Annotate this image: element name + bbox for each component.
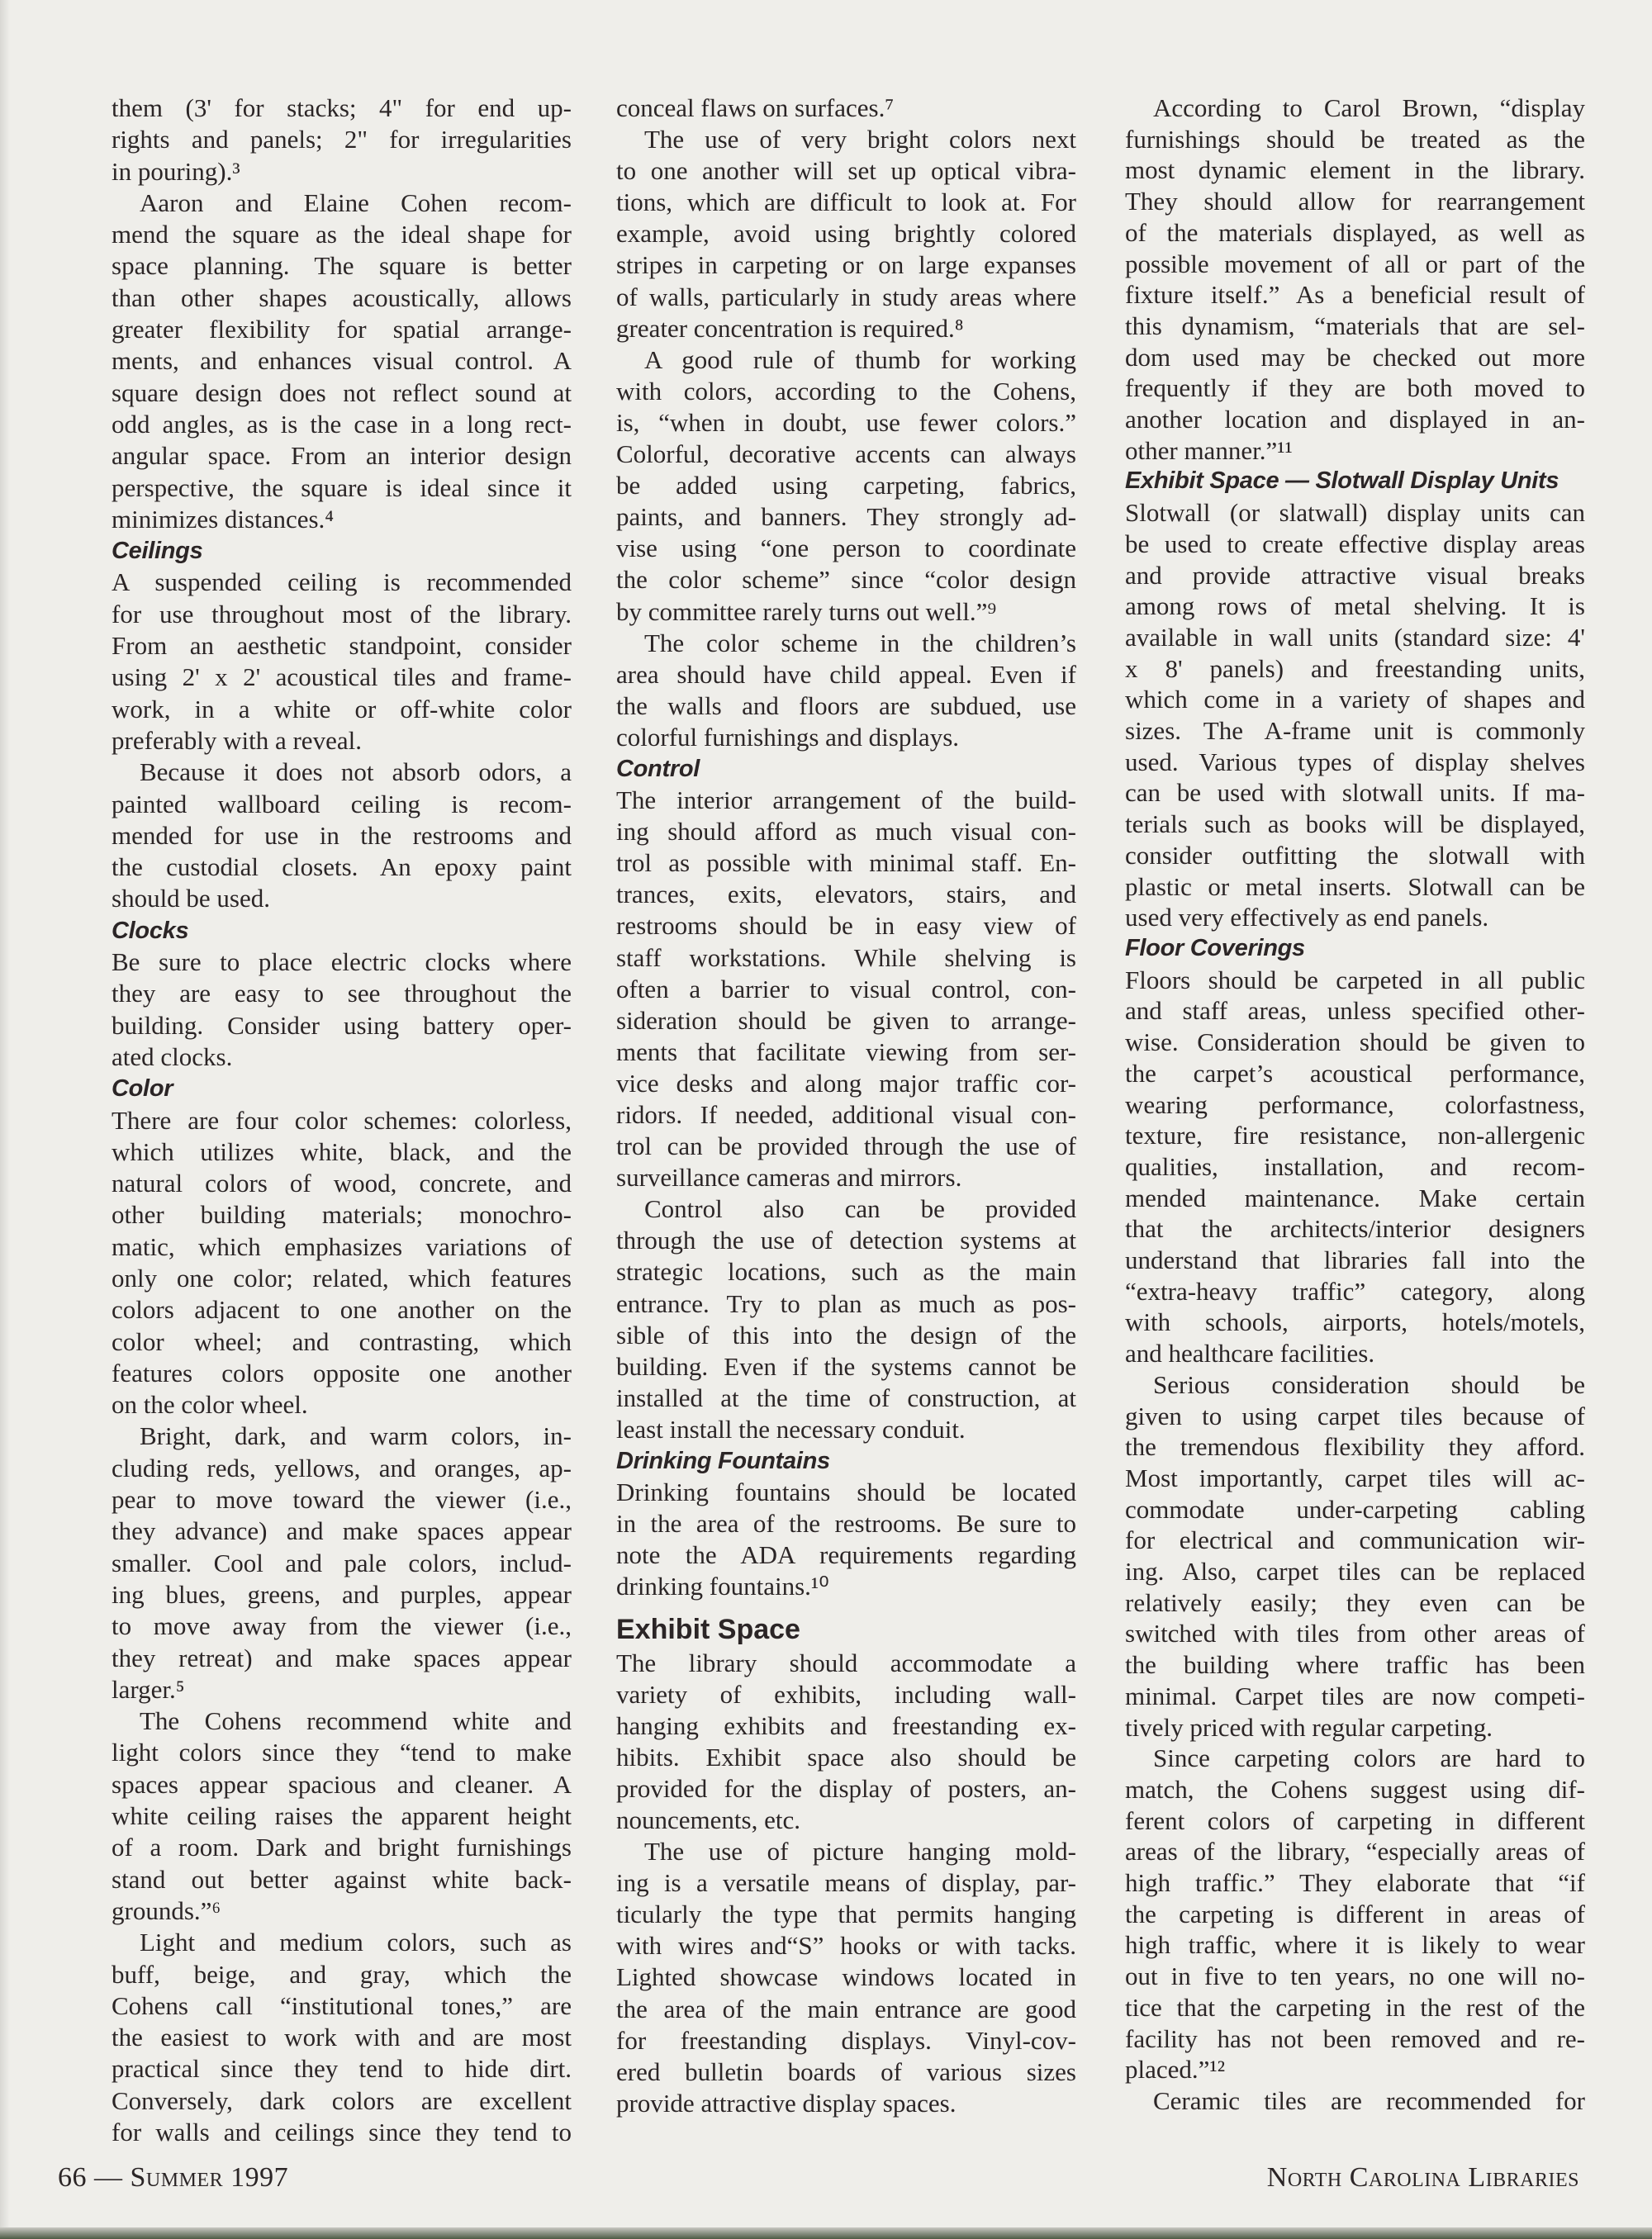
text-line: provided for the display of posters, an- [616,1773,1076,1803]
text-line: ing. Also, carpet tiles can be replaced [1125,1557,1585,1587]
text-line: spaces appear spacious and cleaner. A [112,1769,572,1799]
text-line: stripes in carpeting or on large expanses [616,250,1076,280]
text-line: building. Consider using battery oper- [112,1010,572,1040]
text-line: with wires and“S” hooks or with tacks. [616,1931,1076,1961]
text-line: building. Even if the systems cannot be [616,1351,1076,1381]
text-line: Slotwall (or slatwall) display units can [1125,498,1585,528]
text-line: ridors. If needed, additional visual con- [616,1100,1076,1129]
text-line: fixture itself.” As a beneficial result of [1125,280,1585,310]
paragraph [616,1477,1076,1602]
text-line: consider outfitting the slotwall with [1125,840,1585,870]
text-line: minimal. Carpet tiles are now competi- [1125,1681,1585,1710]
text-line: other manner.”¹¹ [1125,435,1293,465]
text-line: used very effectively as end panels. [1125,903,1489,932]
text-line: nouncements, etc. [616,1805,800,1834]
text-line: “extra-heavy traffic” category, along [1125,1276,1585,1306]
text-line: which come in a variety of shapes and [1125,685,1585,714]
page-edge-shadow [0,0,10,2239]
text-line: and staff areas, unless specified other- [1125,996,1585,1026]
text-line: area should have child appeal. Even if [616,659,1076,689]
footer-page-issue: 66 — Summer 1997 [58,2162,289,2193]
text-line: paints, and banners. They strongly ad- [616,502,1076,532]
text-line: The use of very bright colors next [644,125,1076,154]
text-line: perspective, the square is ideal since it [112,472,572,502]
text-line: given to using carpet tiles because of [1125,1401,1585,1430]
text-line: wearing performance, colorfastness, [1125,1089,1585,1119]
paragraph [1125,93,1585,466]
text-line: for electrical and communication wir- [1125,1525,1585,1555]
text-line: out in five to ten years, no one will no- [1125,1961,1585,1991]
paragraph [1125,497,1585,933]
text-line: Because it does not absorb odors, a [140,757,572,787]
section-heading: Exhibit Space [616,1613,800,1645]
text-line: angular space. From an interior design [112,441,572,471]
text-line: texture, fire resistance, non-allergenic [1125,1121,1585,1150]
text-line: trances, exits, elevators, stairs, and [616,880,1076,909]
text-line: sible of this into the design of the [616,1320,1076,1350]
text-line: which utilizes white, black, and the [112,1136,572,1166]
text-line: Cohens call “institutional tones,” are [112,1990,572,2020]
text-line: drinking fountains.¹⁰ [616,1572,829,1601]
text-line: Serious consideration should be [1153,1369,1585,1399]
text-line: the building where traffic has been [1125,1650,1585,1680]
text-line: in the area of the restrooms. Be sure to [616,1509,1076,1539]
text-column-3 [1125,93,1585,2117]
text-line: the carpet’s acoustical performance, [1125,1058,1585,1088]
text-line: the easiest to work with and are most [112,2023,572,2052]
text-line: on the color wheel. [112,1390,308,1420]
text-line: they are easy to see throughout the [112,979,572,1008]
text-line: used. Various types of display shelves [1125,747,1585,776]
text-line: plastic or metal inserts. Slotwall can be [1125,871,1585,901]
text-line: available in wall units (standard size: 4' [1125,622,1585,652]
text-line: colorful furnishings and displays. [616,722,960,752]
text-line: to move away from the viewer (i.e., [112,1611,572,1641]
text-line: According to Carol Brown, “display [1153,93,1585,122]
text-line: restrooms should be in easy view of [616,911,1076,941]
text-line: colors adjacent to one another on the [112,1295,572,1325]
text-line: Most importantly, carpet tiles will ac- [1125,1463,1585,1492]
text-line: mended maintenance. Make certain [1125,1183,1585,1212]
text-line: The interior arrangement of the build- [616,785,1076,815]
text-line: match, the Cohens suggest using dif- [1125,1774,1585,1804]
text-line: The color scheme in the children’s [644,628,1076,657]
text-line: entrance. Try to plan as much as pos- [616,1288,1076,1318]
text-line: sizes. The A-frame unit is commonly [1125,716,1585,746]
text-line: Light and medium colors, such as [140,1928,572,1957]
text-line: for use throughout most of the library. [112,599,572,629]
text-line: for walls and ceilings since they tend to [112,2118,572,2146]
text-line: Be sure to place electric clocks where [112,947,572,977]
text-line: for freestanding displays. Vinyl-cov- [616,2025,1076,2055]
text-line: understand that libraries fall into the [1125,1245,1585,1275]
text-line: provide attractive display spaces. [616,2088,957,2118]
text-line: square design does not reflect sound at [112,377,572,407]
section-heading: Drinking Fountains [616,1448,830,1475]
text-line: high traffic, where it is likely to wear [1125,1930,1585,1960]
text-line: switched with tiles from other areas of [1125,1619,1585,1648]
text-line: be used to create effective display areas [1125,529,1585,558]
text-line: ated clocks. [112,1041,233,1071]
text-line: They should allow for rearrangement [1125,187,1585,216]
text-line: the walls and floors are subdued, use [616,690,1076,720]
text-line: they retreat) and make spaces appear [112,1643,572,1672]
text-line: frequently if they are both moved to [1125,373,1585,403]
text-line: From an aesthetic standpoint, consider [112,631,572,661]
text-line: minimizes distances.⁴ [112,504,335,534]
text-line: and healthcare facilities. [1125,1339,1375,1369]
text-line: ing should afford as much visual con- [616,817,1076,847]
text-line: greater flexibility for spatial arrange- [112,315,572,344]
text-line: Since carpeting colors are hard to [1153,1743,1585,1773]
text-line: The Cohens recommend white and [140,1706,572,1736]
text-line: strategic locations, such as the main [616,1257,1076,1287]
text-line: ered bulletin boards of various sizes [616,2056,1076,2086]
paragraph [1125,965,1585,1369]
paragraph [616,124,1076,344]
text-line: surveillance cameras and mirrors. [616,1163,962,1193]
text-line: A suspended ceiling is recommended [112,567,572,597]
text-line: trol can be provided through the use of [616,1131,1076,1161]
text-line: space planning. The square is better [112,251,572,281]
text-line: wise. Consideration should be given to [1125,1027,1585,1057]
paragraph [616,344,1076,628]
paragraph [616,1836,1076,2119]
text-line: pear to move toward the viewer (i.e., [112,1485,572,1515]
text-line: high traffic.” They elaborate that “if [1125,1868,1585,1898]
text-line: installed at the time of construction, at [616,1383,1076,1412]
text-line: ments, and enhances visual control. A [112,346,572,376]
text-line: work, in a white or off-white color [112,694,572,723]
text-line: Drinking fountains should be located [616,1478,1076,1507]
text-line: cluding reds, yellows, and oranges, ap- [112,1453,572,1482]
text-line: color wheel; and contrasting, which [112,1326,572,1356]
paragraph [616,1193,1076,1445]
paragraph [1125,1369,1585,1743]
text-line: matic, which emphasizes variations of [112,1231,572,1261]
text-line: qualities, installation, and recom- [1125,1151,1585,1181]
text-line: Control also can be provided [644,1194,1076,1224]
paragraph [112,567,572,757]
text-line: conceal flaws on surfaces.⁷ [616,93,895,122]
text-column-1 [112,93,572,2148]
section-heading: Color [112,1075,173,1103]
paragraph [112,1927,572,2148]
text-line: Aaron and Elaine Cohen recom- [140,187,572,217]
footer-publication-name: North Carolina Libraries [1266,2162,1579,2193]
text-line: vise using “one person to coordinate [616,534,1076,563]
text-line: sideration should be given to arrange- [616,1005,1076,1035]
text-line: Conversely, dark colors are excellent [112,2085,572,2115]
text-line: practical since they tend to hide dirt. [112,2054,572,2084]
text-line: x 8' panels) and freestanding units, [1125,653,1585,683]
text-line: with schools, airports, hotels/motels, [1125,1307,1585,1337]
text-line: The library should accommodate a [616,1648,1076,1677]
text-line: this dynamism, “materials that are sel- [1125,311,1585,340]
text-line: them (3' for stacks; 4" for end up- [112,93,572,122]
text-line: the area of the main entrance are good [616,1994,1076,2023]
paragraph [1125,2085,1585,2117]
text-line: Colorful, decorative accents can always [616,439,1076,469]
text-line: through the use of detection systems at [616,1226,1076,1255]
text-line: hibits. Exhibit space also should be [616,1742,1076,1772]
text-line: using 2' x 2' acoustical tiles and frame- [112,662,572,692]
page-bottom-edge [0,2227,1652,2239]
section-heading: Control [616,755,700,782]
text-line: stand out better against white back- [112,1864,572,1894]
text-line: natural colors of wood, concrete, and [112,1169,572,1198]
text-line: mended for use in the restrooms and [112,820,572,850]
text-line: The use of picture hanging mold- [644,1837,1076,1867]
paragraph [112,1421,572,1705]
paragraph [112,1705,572,1927]
text-line: staff workstations. While shelving is [616,942,1076,972]
text-line: in pouring).³ [112,156,240,186]
text-line: the color scheme” since “color design [616,565,1076,595]
text-line: and provide attractive visual breaks [1125,560,1585,590]
paragraph [616,628,1076,753]
text-line: example, avoid using brightly colored [616,219,1076,249]
paragraph [112,757,572,914]
text-line: commodate under-carpeting cabling [1125,1494,1585,1524]
text-line: placed.”¹² [1125,2055,1225,2085]
section-heading: Ceilings [112,538,203,565]
text-line: dom used may be checked out more [1125,342,1585,372]
paragraph [1125,1743,1585,2085]
text-line: tice that the carpeting in the rest of the [1125,1992,1585,2022]
text-line: smaller. Cool and pale colors, includ- [112,1548,572,1577]
text-line: There are four color schemes: colorless, [112,1105,572,1135]
text-line: Bright, dark, and warm colors, in- [140,1421,572,1451]
text-line: ing is a versatile means of display, par- [616,1868,1076,1898]
text-line: ing blues, greens, and purples, appear [112,1579,572,1609]
text-line: another location and displayed in an- [1125,405,1585,434]
text-line: tions, which are difficult to look at. For [616,187,1076,217]
text-line: most dynamic element in the library. [1125,155,1585,185]
text-line: light colors since they “tend to make [112,1738,572,1767]
text-line: grounds.”⁶ [112,1895,221,1925]
text-line: least install the necessary conduit. [616,1414,966,1444]
section-heading: Floor Coverings [1125,934,1305,961]
text-line: they advance) and make spaces appear [112,1516,572,1546]
text-line: rights and panels; 2" for irregularities [112,125,572,154]
text-line: odd angles, as is the case in a long rect- [112,409,572,439]
text-line: among rows of metal shelving. It is [1125,591,1585,621]
text-line: of the materials displayed, as well as [1125,217,1585,247]
text-line: greater concentration is required.⁸ [616,313,964,343]
text-line: areas of the library, “especially areas of [1125,1837,1585,1867]
text-line: furnishings should be treated as the [1125,124,1585,154]
section-heading: Clocks [112,917,189,944]
text-line: mend the square as the ideal shape for [112,220,572,249]
text-line: A good rule of thumb for working [644,344,1076,374]
text-line: white ceiling raises the apparent height [112,1801,572,1831]
text-line: trol as possible with minimal staff. En- [616,848,1076,878]
text-line: buff, beige, and gray, which the [112,1959,572,1989]
text-line: is, “when in doubt, use fewer colors.” [616,407,1076,437]
text-line: ticularly the type that permits hanging [616,1900,1076,1929]
paragraph [112,93,572,187]
text-line: other building materials; monochro- [112,1200,572,1230]
text-line: should be used. [112,884,271,913]
text-line: than other shapes acoustically, allows [112,282,572,312]
text-line: facility has not been removed and re- [1125,2023,1585,2053]
text-line: be added using carpeting, fabrics, [616,471,1076,500]
text-column-2 [616,93,1076,2119]
text-line: note the ADA requirements regarding [616,1540,1076,1570]
text-line: larger.⁵ [112,1674,185,1704]
text-line: can be used with slotwall units. If ma- [1125,778,1585,808]
text-line: painted wallboard ceiling is recom- [112,789,572,818]
text-line: with colors, according to the Cohens, [616,376,1076,406]
text-line: variety of exhibits, including wall- [616,1679,1076,1709]
text-line: terials such as books will be displayed, [1125,809,1585,839]
text-line: hanging exhibits and freestanding ex- [616,1710,1076,1740]
text-line: Lighted showcase windows located in [616,1962,1076,1992]
text-line: by committee rarely turns out well.”⁹ [616,596,997,626]
text-line: tively priced with regular carpeting. [1125,1712,1493,1742]
text-line: the carpeting is different in areas of [1125,1899,1585,1928]
text-line: the tremendous flexibility they afford. [1125,1432,1585,1462]
paragraph [616,1648,1076,1837]
text-line: preferably with a reveal. [112,725,362,755]
paragraph [112,946,572,1073]
text-line: that the architects/interior designers [1125,1214,1585,1244]
paragraph [112,1105,572,1421]
text-line: Ceramic tiles are recommended for [1153,2086,1585,2115]
text-line: of a room. Dark and bright furnishings [112,1833,572,1862]
section-heading: Exhibit Space — Slotwall Display Units [1125,467,1559,495]
text-line: ferent colors of carpeting in different [1125,1805,1585,1835]
paragraph [112,187,572,535]
paragraph [616,785,1076,1193]
text-line: vice desks and along major traffic cor- [616,1068,1076,1098]
text-line: possible movement of all or part of the [1125,249,1585,278]
text-line: Floors should be carpeted in all public [1125,965,1585,994]
text-line: ments that facilitate viewing from ser- [616,1036,1076,1066]
text-line: relatively easily; they even can be [1125,1587,1585,1617]
text-line: the custodial closets. An epoxy paint [112,852,572,882]
text-line: features colors opposite one another [112,1358,572,1388]
paragraph [616,93,1076,124]
text-line: often a barrier to visual control, con- [616,974,1076,1003]
text-line: only one color; related, which features [112,1263,572,1293]
text-line: of walls, particularly in study areas where [616,282,1076,311]
text-line: to one another will set up optical vibra- [616,156,1076,186]
